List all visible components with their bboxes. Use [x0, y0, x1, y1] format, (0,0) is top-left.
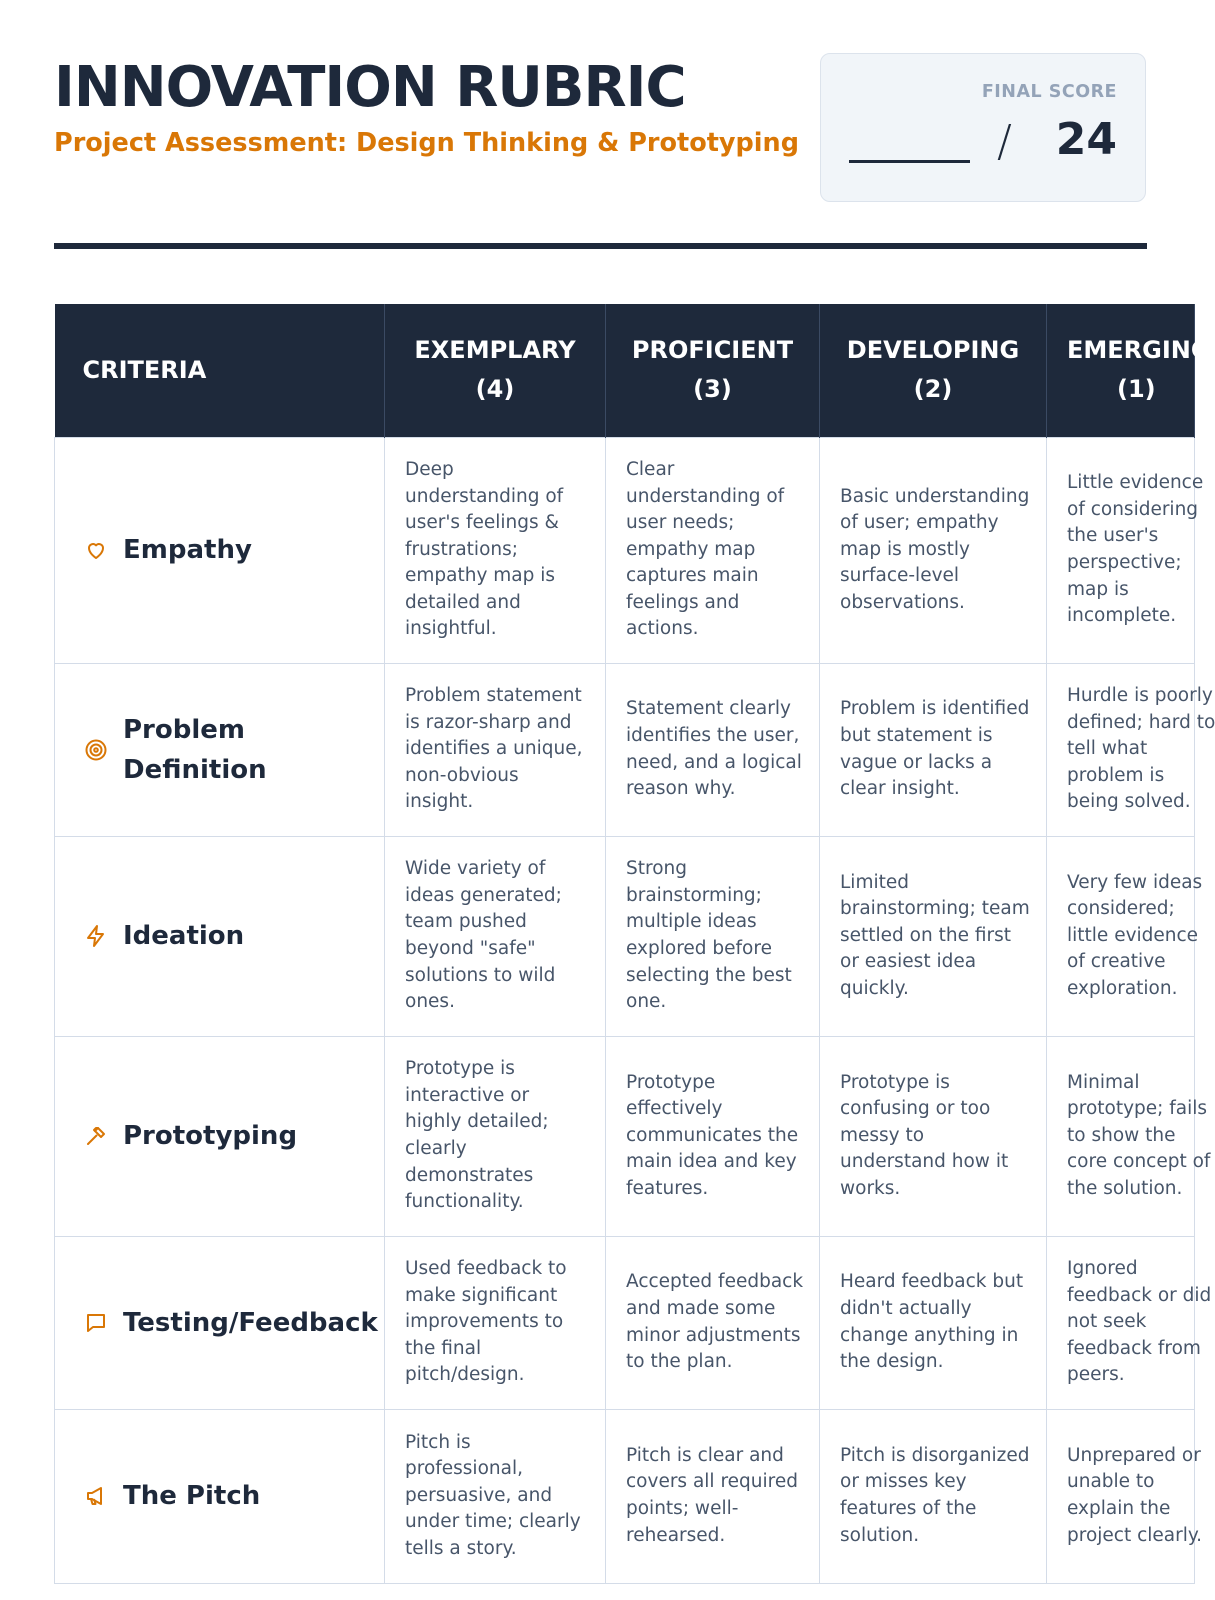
column-header-label: PROFICIENT [631, 336, 794, 365]
column-header-criteria [55, 304, 385, 437]
rubric-cell: Little evidence of considering the user's perspective; map is incomplete. [1047, 437, 1195, 663]
rubric-cell: Deep understanding of user's feelings & frustrations; empathy map is detailed and insightful. [385, 437, 606, 663]
rubric-cell: Prototype effectively communicates the main idea and key features. [606, 1036, 820, 1236]
column-header-points: (4) [475, 375, 515, 404]
column-header-points: (2) [913, 375, 953, 404]
column-header-points: (1) [1117, 375, 1156, 404]
rubric-cell: Basic understanding of user; empathy map is mostly surface-level observations. [820, 437, 1047, 663]
rubric-cell: Limited brainstorming; team settled on the first or easiest idea quickly. [820, 836, 1047, 1036]
rubric-cell: Statement clearly identifies the user, need, and a logical reason why. [606, 663, 820, 836]
rubric-cell: Pitch is clear and covers all required points; well-rehearsed. [606, 1409, 820, 1583]
table-row [55, 1036, 1195, 1236]
table-row [55, 1236, 1195, 1409]
criterion-cell [55, 836, 385, 1036]
column-header-label: CRITERIA [82, 355, 207, 384]
rubric-cell: Prototype is interactive or highly detailed; clearly demonstrates functionality. [385, 1036, 606, 1236]
score-slash: / [997, 116, 1012, 167]
rubric-cell: Problem is identified but statement is vague or lacks a clear insight. [820, 663, 1047, 836]
table-row [55, 1409, 1195, 1583]
final-score-label: FINAL SCORE [981, 82, 1117, 102]
column-header-label: EMERGING [1067, 336, 1211, 365]
lightning-icon [83, 923, 109, 949]
criterion-name: Ideation [123, 921, 245, 951]
score-blank-line [849, 160, 970, 163]
header-divider [54, 243, 1147, 249]
megaphone-icon [83, 1483, 109, 1509]
rubric-cell: Pitch is professional, persuasive, and under time; clearly tells a story. [385, 1409, 606, 1583]
target-icon [83, 737, 109, 763]
criterion-name: Empathy [123, 535, 252, 565]
table-row [55, 663, 1195, 836]
column-header-developing [820, 304, 1047, 437]
table-row [55, 437, 1195, 663]
rubric-header-row [55, 304, 1195, 437]
rubric-cell: Pitch is disorganized or misses key features of the solution. [820, 1409, 1047, 1583]
rubric-cell: Very few ideas considered; little evidence of creative exploration. [1047, 836, 1195, 1036]
column-header-proficient [606, 304, 820, 437]
rubric-cell: Unprepared or unable to explain the project clearly. [1047, 1409, 1195, 1583]
criterion-cell [55, 1036, 385, 1236]
page-title: INNOVATION RUBRIC [54, 55, 686, 120]
criterion-cell [55, 1236, 385, 1409]
column-header-exemplary [385, 304, 606, 437]
rubric-cell: Prototype is confusing or too messy to understand how it works. [820, 1036, 1047, 1236]
final-score-box [820, 53, 1146, 202]
rubric-cell: Accepted feedback and made some minor adjustments to the plan. [606, 1236, 820, 1409]
criterion-name: The Pitch [123, 1481, 261, 1511]
criterion-cell [55, 1409, 385, 1583]
score-total: 24 [1055, 114, 1117, 165]
rubric-cell: Clear understanding of user needs; empathy map captures main feelings and actions. [606, 437, 820, 663]
rubric-cell: Hurdle is poorly defined; hard to tell what problem is being solved. [1047, 663, 1195, 836]
hammer-icon [83, 1123, 109, 1149]
rubric-cell: Used feedback to make significant improvements to the final pitch/design. [385, 1236, 606, 1409]
rubric-cell: Heard feedback but didn't actually change anything in the design. [820, 1236, 1047, 1409]
column-header-label: EXEMPLARY [414, 336, 576, 365]
page-subtitle: Project Assessment: Design Thinking & Prototyping [54, 128, 799, 158]
rubric-cell: Ignored feedback or did not seek feedback from peers. [1047, 1236, 1195, 1409]
criterion-cell [55, 437, 385, 663]
column-header-points: (3) [693, 375, 732, 404]
column-header-emerging [1047, 304, 1211, 437]
column-header-label: DEVELOPING [846, 336, 1020, 365]
rubric-cell: Minimal prototype; fails to show the core concept of the solution. [1047, 1036, 1195, 1236]
table-row [55, 836, 1195, 1036]
rubric-cell: Problem statement is razor-sharp and identifies a unique, non-obvious insight. [385, 663, 606, 836]
rubric-cell: Wide variety of ideas generated; team pushed beyond "safe" solutions to wild ones. [385, 836, 606, 1036]
criterion-name: Problem Definition [123, 714, 267, 785]
rubric-table [54, 304, 1215, 1584]
criterion-cell [55, 663, 385, 836]
rubric-cell: Strong brainstorming; multiple ideas explored before selecting the best one. [606, 836, 820, 1036]
criterion-name: Testing/Feedback [123, 1307, 378, 1338]
chat-bubble-icon [83, 1310, 109, 1336]
heart-icon [83, 537, 109, 563]
criterion-name: Prototyping [123, 1121, 298, 1151]
